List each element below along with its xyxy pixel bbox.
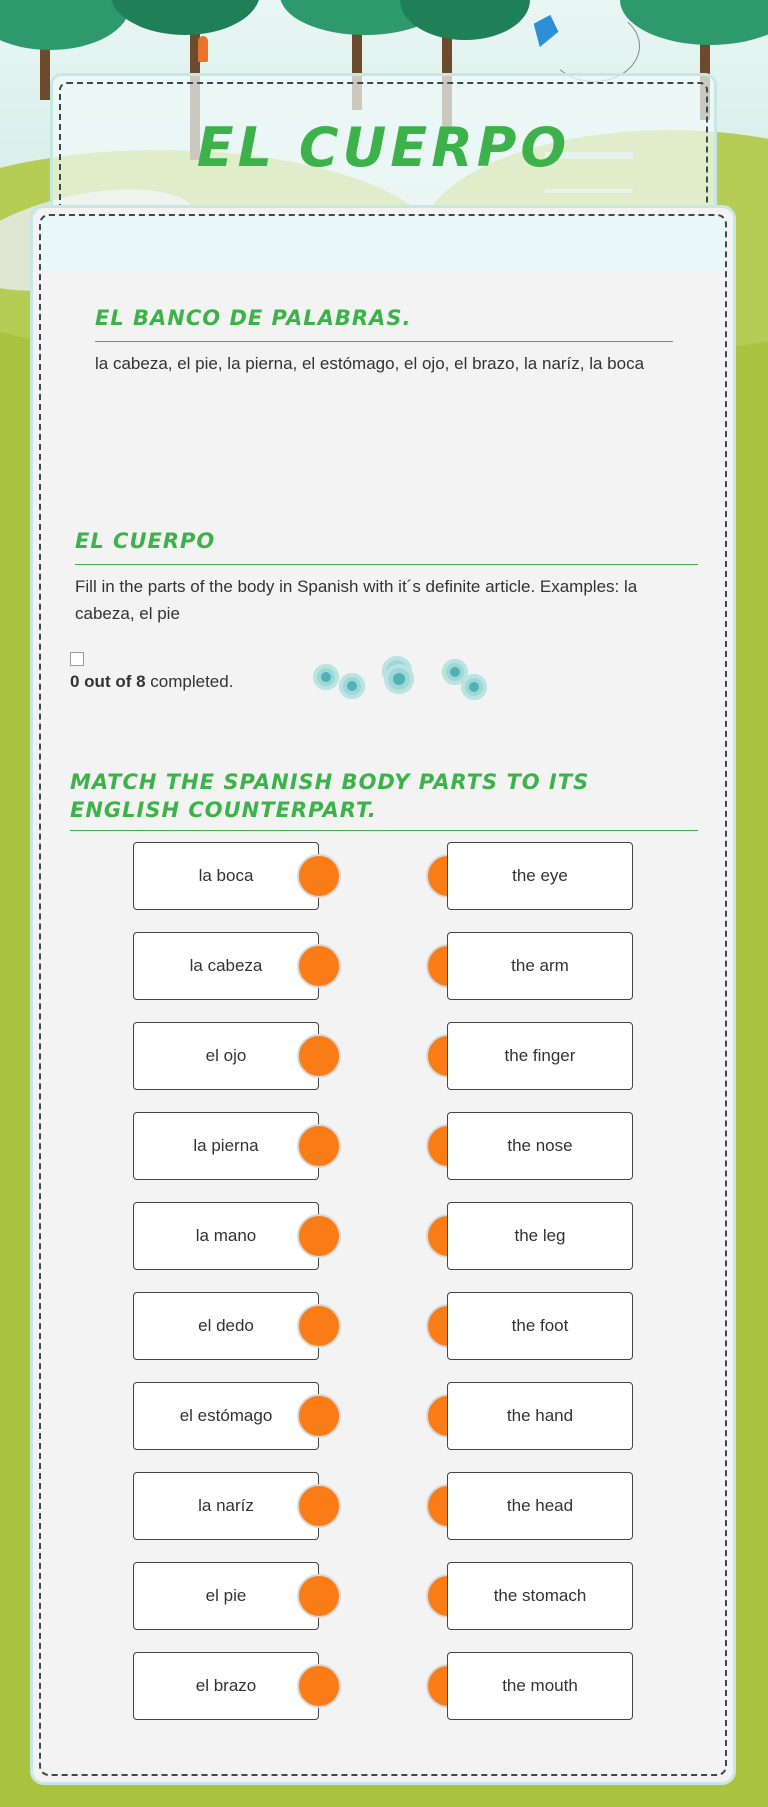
fill-in-heading: EL CUERPO [75, 529, 216, 553]
match-left-connector[interactable] [297, 854, 341, 898]
match-left-item[interactable]: la naríz [133, 1472, 319, 1540]
match-right-item[interactable]: the head [447, 1472, 633, 1540]
word-bank-text: la cabeza, el pie, la pierna, el estómago, el ojo, el brazo, la naríz, la boca [95, 354, 645, 373]
match-left-item[interactable]: el ojo [133, 1022, 319, 1090]
match-left-item[interactable]: la mano [133, 1202, 319, 1270]
progress-status [70, 672, 233, 692]
match-right-item[interactable]: the nose [447, 1112, 633, 1180]
progress-count: 0 out of 8 [70, 672, 146, 691]
word-bank-heading: EL BANCO DE PALABRAS. [95, 306, 412, 330]
bubble-icon [339, 673, 365, 699]
progress-suffix: completed. [145, 672, 234, 691]
fill-in-instructions: Fill in the parts of the body in Spanish with it´s definite article. Examples: la cabeza, el pie [75, 577, 638, 623]
match-left-connector[interactable] [297, 1484, 341, 1528]
match-left-connector[interactable] [297, 1664, 341, 1708]
fill-in-divider [75, 564, 698, 565]
match-left-connector[interactable] [297, 1394, 341, 1438]
squirrel-icon [198, 36, 208, 62]
match-right-item[interactable]: the eye [447, 842, 633, 910]
match-right-item[interactable]: the arm [447, 932, 633, 1000]
match-right-item[interactable]: the stomach [447, 1562, 633, 1630]
page-title: EL CUERPO [196, 116, 571, 179]
match-right-item[interactable]: the hand [447, 1382, 633, 1450]
match-left-connector[interactable] [297, 1304, 341, 1348]
match-left-item[interactable]: la pierna [133, 1112, 319, 1180]
match-right-item[interactable]: the mouth [447, 1652, 633, 1720]
word-bank-divider [95, 341, 673, 342]
match-left-item[interactable]: el brazo [133, 1652, 319, 1720]
match-left-item[interactable]: el estómago [133, 1382, 319, 1450]
matching-divider [70, 830, 698, 831]
kite-string [548, 10, 640, 82]
matching-heading: MATCH THE SPANISH BODY PARTS TO ITS ENGLISH COUNTERPART. [70, 770, 590, 822]
match-left-item[interactable]: la boca [133, 842, 319, 910]
broken-image-icon [70, 652, 84, 666]
match-right-item[interactable]: the finger [447, 1022, 633, 1090]
match-left-connector[interactable] [297, 1214, 341, 1258]
match-left-connector[interactable] [297, 1574, 341, 1618]
bubble-icon [313, 664, 339, 690]
bubble-icon [384, 664, 414, 694]
bubble-icon [461, 674, 487, 700]
title-card [50, 73, 717, 223]
match-left-item[interactable]: el dedo [133, 1292, 319, 1360]
match-left-item[interactable]: el pie [133, 1562, 319, 1630]
match-left-item[interactable]: la cabeza [133, 932, 319, 1000]
match-right-item[interactable]: the leg [447, 1202, 633, 1270]
match-left-connector[interactable] [297, 1034, 341, 1078]
match-left-connector[interactable] [297, 1124, 341, 1168]
match-right-item[interactable]: the foot [447, 1292, 633, 1360]
match-left-connector[interactable] [297, 944, 341, 988]
